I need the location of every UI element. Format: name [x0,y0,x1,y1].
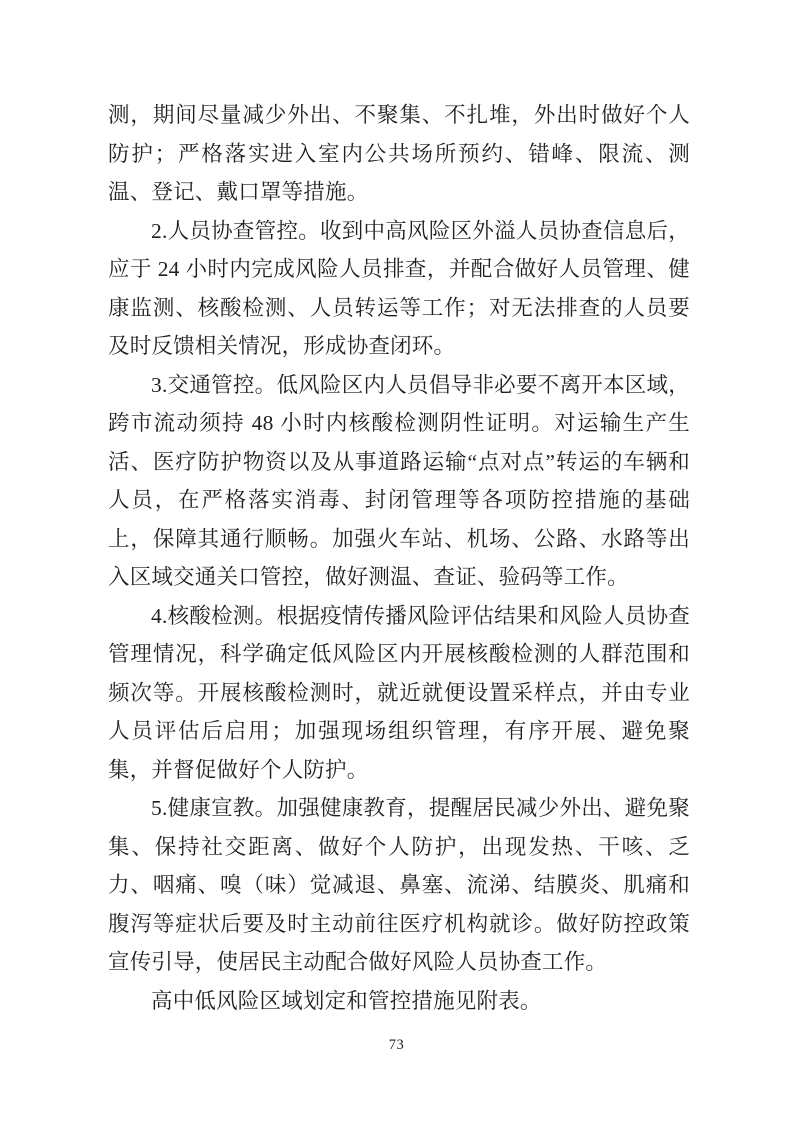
paragraph: 测，期间尽量减少外出、不聚集、不扎堆，外出时做好个人防护；严格落实进入室内公共场所预约、错峰、限流、测温、登记、戴口罩等措施。 [108,103,690,204]
page-number: 73 [388,1037,405,1053]
paragraph: 3.交通管控。低风险区内人员倡导非必要不离开本区域，跨市流动须持 48 小时内核酸检测阴性证明。对运输生产生活、医疗防护物资以及从事道路运输“点对点”转运的车辆和人员，在严格落实消毒、封闭管理等各项防控措施的基础上，保障其通行顺畅。加强火车站、机场、公路、水路等出入区域交通关口管控，做好测温、查证、验码等工作。 [108,372,690,589]
paragraph: 高中低风险区域划定和管控措施见附表。 [151,988,542,1013]
document-body [108,96,690,1020]
page-footer [0,1036,793,1054]
paragraph: 5.健康宣教。加强健康教育，提醒居民减少外出、避免聚集、保持社交距离、做好个人防护，出现发热、干咳、乏力、咽痛、嗅（味）觉减退、鼻塞、流涕、结膜炎、肌痛和腹泻等症状后要及时主动前往医疗机构就诊。做好防控政策宣传引导，使居民主动配合做好风险人员协查工作。 [108,796,690,974]
paragraph: 4.核酸检测。根据疫情传播风险评估结果和风险人员协查管理情况，科学确定低风险区内开展核酸检测的人群范围和频次等。开展核酸检测时，就近就便设置采样点，并由专业人员评估后启用；加强现场组织管理，有序开展、避免聚集，并督促做好个人防护。 [108,603,690,782]
paragraph: 2.人员协查管控。收到中高风险区外溢人员协查信息后，应于 24 小时内完成风险人员排查，并配合做好人员管理、健康监测、核酸检测、人员转运等工作；对无法排查的人员要及时反馈相关情况，形成协查闭环。 [108,218,690,358]
